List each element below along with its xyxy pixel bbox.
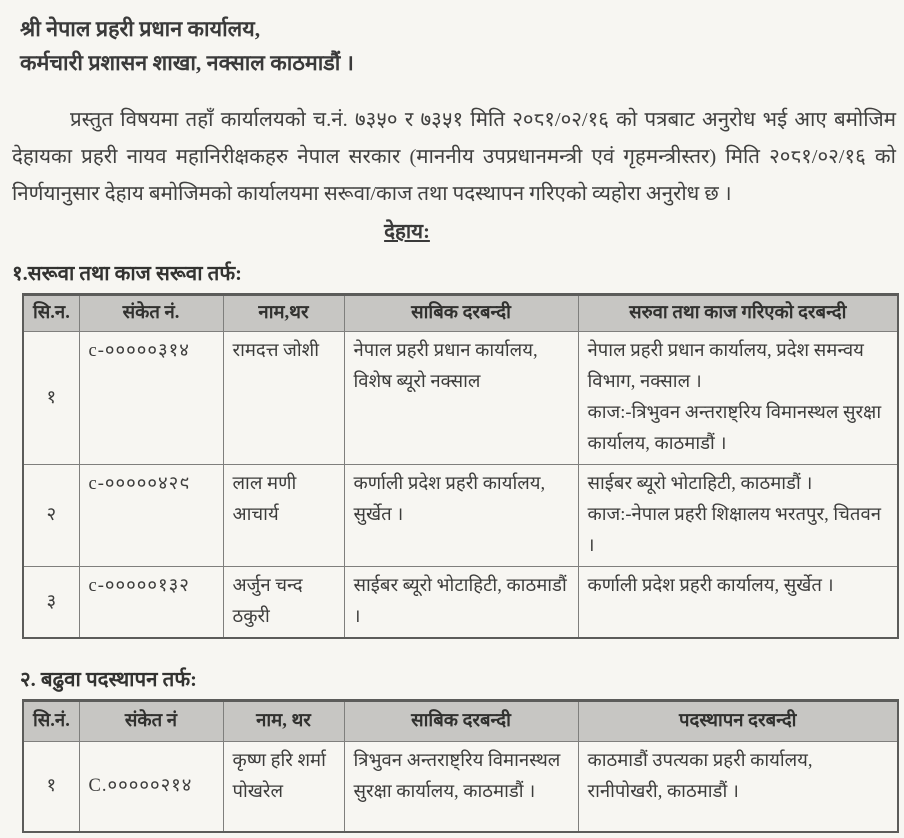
cell-serial-number: ३ — [23, 567, 79, 639]
cell-code-number: c-०००००३१४ — [79, 332, 223, 465]
transfer-table-header-row — [23, 295, 898, 332]
dehaya-heading: देहाय: — [384, 221, 430, 243]
cell-serial-number: २ — [23, 465, 79, 567]
col-header-sn: सि.नं. — [23, 701, 79, 742]
cell-name: लाल मणी आचार्य — [223, 465, 344, 567]
cell-code-number: c-०००००४२९ — [79, 465, 223, 567]
letter-body-paragraph: प्रस्तुत विषयमा तहाँ कार्यालयको च.नं. ७३५० र ७३५१ मिति २०८१/०२/१६ को पत्रबाट अनुरोध भई आए बमोजिम देहायका प्रहरी नायव महानिरीक्षकहरु नेपाल सरकार (माननीय उपप्रधानमन्त्री एवं गृहमन्त्रीस्तर) मिति २०८१/०२/१६ को निर्णयानुसार देहाय बमोजिमको कार्यालयमा सरूवा/काज तथा पदस्थापन गरिएको व्यहोरा अनुरोध छ । — [12, 109, 896, 205]
promotion-placement-table — [22, 699, 899, 833]
col-header-name: नाम,थर — [223, 295, 344, 332]
col-header-code: संकेत नं — [79, 701, 223, 742]
cell-name: कृष्ण हरि शर्मा पोखरेल — [223, 742, 344, 832]
table-row — [23, 567, 898, 639]
cell-previous-posting: त्रिभुवन अन्तराष्ट्रिय विमानस्थल सुरक्षा कार्यालय, काठमाडौं । — [344, 742, 578, 832]
table-row — [23, 742, 898, 832]
promotion-table-header-row — [23, 701, 898, 742]
new-posting-line: साईबर ब्यूरो भोटाहिटी, काठमाडौं । — [587, 474, 813, 494]
col-header-previous-posting: साबिक दरबन्दी — [344, 701, 578, 742]
cell-serial-number: १ — [23, 742, 79, 832]
table-row — [23, 465, 898, 567]
cell-new-posting — [578, 465, 898, 567]
letterhead-branch-address: कर्मचारी प्रशासन शाखा, नक्साल काठमाडौं । — [20, 51, 354, 75]
section2-heading: २. बढुवा पदस्थापन तर्फ: — [20, 669, 197, 691]
col-header-code: संकेत नं. — [79, 295, 223, 332]
table-row — [23, 332, 898, 465]
cell-code-number: c-०००००१३२ — [79, 567, 223, 639]
cell-name: रामदत्त जोशी — [223, 332, 344, 465]
cell-previous-posting: साईबर ब्यूरो भोटाहिटी, काठमाडौं । — [344, 567, 578, 639]
new-posting-line: नेपाल प्रहरी प्रधान कार्यालय, प्रदेश समन्वय विभाग, नक्साल । — [587, 341, 864, 392]
section1-heading: १.सरूवा तथा काज सरूवा तर्फ: — [12, 263, 242, 285]
col-header-new-posting: सरुवा तथा काज गरिएको दरबन्दी — [578, 295, 898, 332]
cell-new-posting — [578, 332, 898, 465]
letterhead-office-name: श्री नेपाल प्रहरी प्रधान कार्यालय, — [20, 17, 261, 41]
col-header-previous-posting: साबिक दरबन्दी — [344, 295, 578, 332]
transfer-table — [22, 293, 899, 639]
cell-previous-posting: कर्णाली प्रदेश प्रहरी कार्यालय, सुर्खेत । — [344, 465, 578, 567]
col-header-placement-posting: पदस्थापन दरबन्दी — [578, 701, 898, 742]
col-header-sn: सि.न. — [23, 295, 79, 332]
col-header-name: नाम, थर — [223, 701, 344, 742]
cell-new-posting: कर्णाली प्रदेश प्रहरी कार्यालय, सुर्खेत । — [578, 567, 898, 639]
cell-previous-posting: नेपाल प्रहरी प्रधान कार्यालय, विशेष ब्यूरो नक्साल — [344, 332, 578, 465]
cell-placement-posting: काठमाडौं उपत्यका प्रहरी कार्यालय, रानीपोखरी, काठमाडौं । — [578, 742, 898, 832]
cell-serial-number: १ — [23, 332, 79, 465]
cell-code-number: C.०००००२१४ — [79, 742, 223, 832]
letterhead — [0, 0, 904, 80]
kaaj-assignment-line: काज:-त्रिभुवन अन्तराष्ट्रिय विमानस्थल सुरक्षा कार्यालय, काठमाडौं । — [587, 403, 882, 454]
cell-name: अर्जुन चन्द ठकुरी — [223, 567, 344, 639]
kaaj-assignment-line: काज:-नेपाल प्रहरी शिक्षालय भरतपुर, चितवन । — [587, 505, 882, 556]
